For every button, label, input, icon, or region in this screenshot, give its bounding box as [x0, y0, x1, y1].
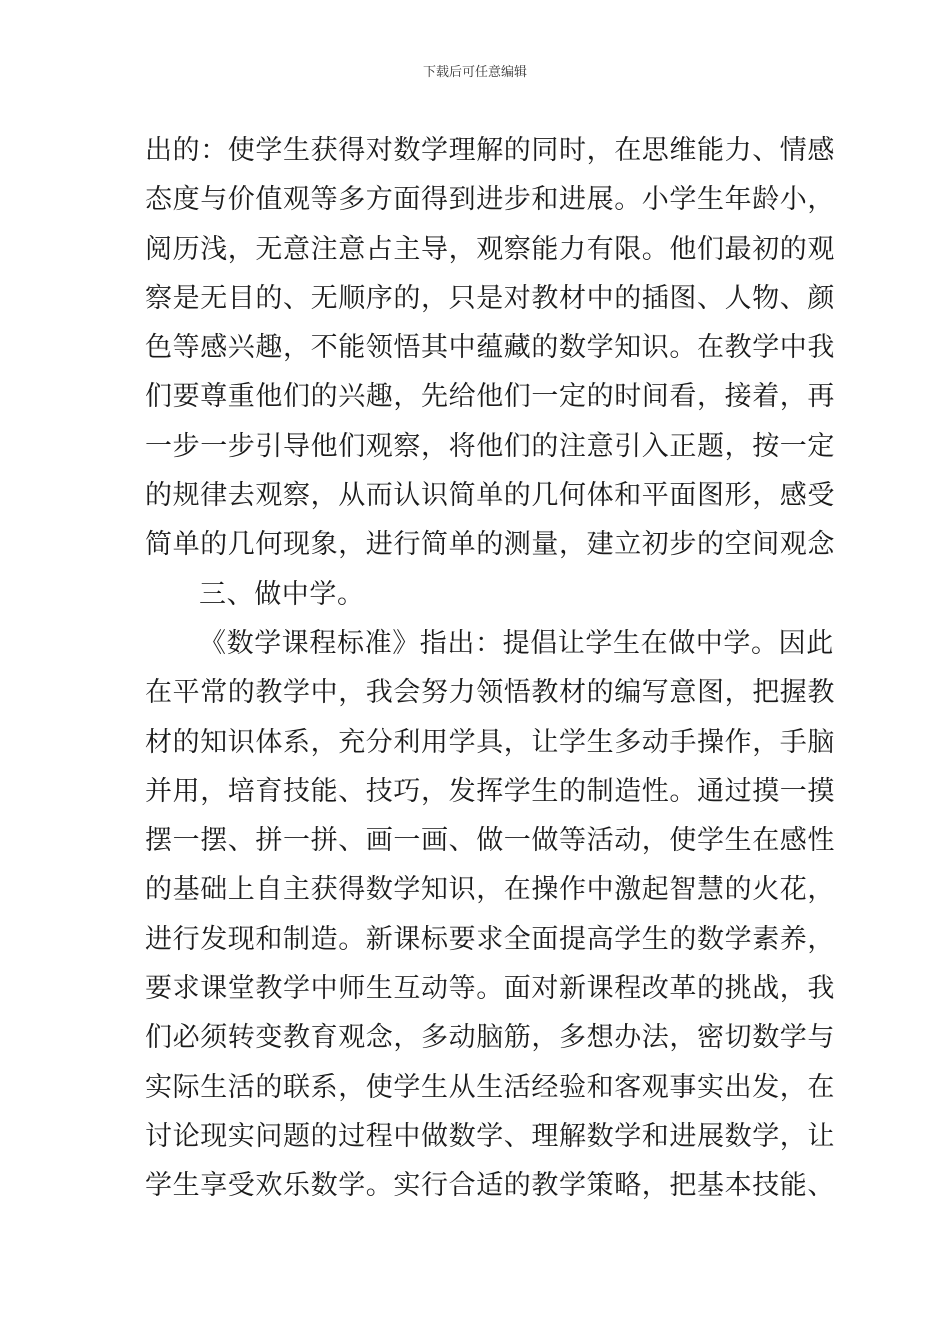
text-line: 实际生活的联系，使学生从生活经验和客观事实出发，在 [145, 1071, 835, 1103]
paragraph-start-line: 《数学课程标准》指出：提倡让学生在做中学。因此 [199, 627, 834, 659]
page-header: 下载后可任意编辑 [422, 65, 527, 80]
text-line: 阅历浅，无意注意占主导，观察能力有限。他们最初的观 [145, 233, 835, 265]
text-line: 察是无目的、无顺序的，只是对教材中的插图、人物、颜 [145, 282, 835, 314]
text-line: 色等感兴趣，不能领悟其中蕴藏的数学知识。在教学中我 [145, 332, 835, 364]
text-line: 并用，培育技能、技巧，发挥学生的制造性。通过摸一摸 [145, 775, 835, 807]
text-line: 出的：使学生获得对数学理解的同时，在思维能力、情感 [145, 135, 835, 166]
text-line: 进行发现和制造。新课标要求全面提高学生的数学素养， [145, 923, 835, 955]
section-heading: 三、做中学。 [199, 578, 365, 610]
text-line: 讨论现实问题的过程中做数学、理解数学和进展数学，让 [145, 1120, 835, 1152]
text-line: 材的知识体系，充分利用学具，让学生多动手操作，手脑 [145, 726, 835, 758]
body-text [145, 126, 835, 1211]
text-line: 一步一步引导他们观察，将他们的注意引入正题，按一定 [145, 430, 835, 462]
text-line: 态度与价值观等多方面得到进步和进展。小学生年龄小， [145, 184, 835, 216]
text-line: 的规律去观察，从而认识简单的几何体和平面图形，感受 [145, 480, 835, 512]
text-line: 简单的几何现象，进行简单的测量，建立初步的空间观念 [145, 529, 835, 561]
text-line: 在平常的教学中，我会努力领悟教材的编写意图，把握教 [145, 677, 835, 709]
text-line: 要求课堂教学中师生互动等。面对新课程改革的挑战，我 [145, 973, 835, 1005]
text-line: 的基础上自主获得数学知识，在操作中激起智慧的火花， [145, 874, 835, 906]
text-line: 们必须转变教育观念，多动脑筋，多想办法，密切数学与 [145, 1022, 835, 1054]
text-line: 们要尊重他们的兴趣，先给他们一定的时间看，接着，再 [145, 381, 835, 413]
text-line: 学生享受欢乐数学。实行合适的教学策略，把基本技能、 [145, 1170, 835, 1202]
text-line: 摆一摆、拼一拼、画一画、做一做等活动，使学生在感性 [145, 825, 835, 857]
